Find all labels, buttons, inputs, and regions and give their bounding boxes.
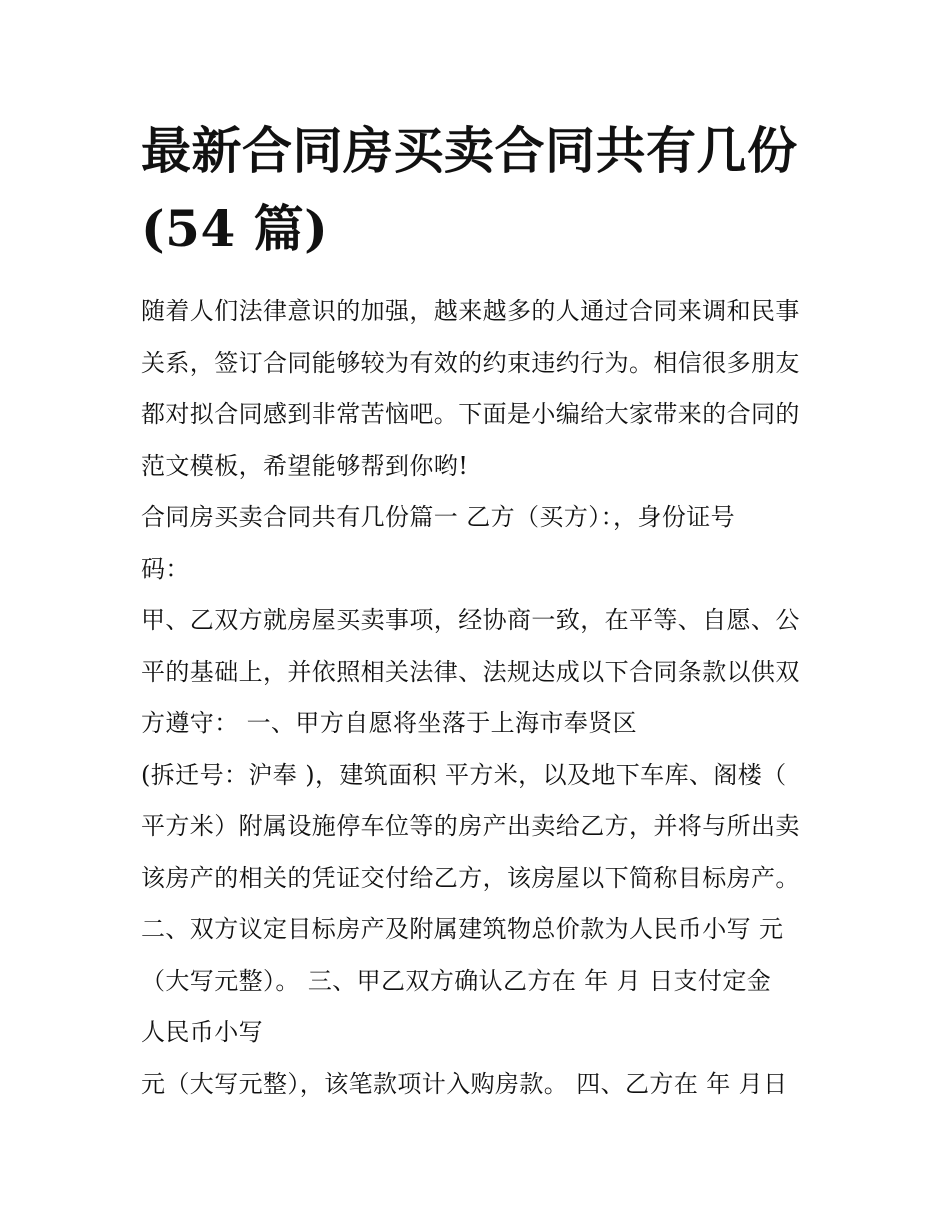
title-line-2: (54 篇) [141,199,329,258]
body-line: 都对拟合同感到非常苦恼吧。下面是小编给大家带来的合同的 [141,400,800,428]
body-line: 随着人们法律意识的加强，越来越多的人通过合同来调和民事 [141,297,800,325]
body-line: 关系，签订合同能够较为有效的约束违约行为。相信很多朋友 [141,348,800,377]
body-line: 方遵守： 一、甲方自愿将坐落于上海市奉贤区 [141,709,638,737]
body-line: (拆迁号：沪奉 )，建筑面积 平方米，以及地下车库、阁楼（ [141,760,787,789]
title-line-1: 最新合同房买卖合同共有几份 [141,121,798,180]
document-title [141,112,821,268]
body-line: 码： [141,554,190,583]
body-line: 平的基础上，并依照相关法律、法规达成以下合同条款以供双 [141,657,800,686]
document-body [141,286,821,1110]
body-line: 甲、乙双方就房屋买卖事项，经协商一致，在平等、自愿、公 [141,606,800,634]
body-line: 二、双方议定目标房产及附属建筑物总价款为人民币小写 元 [141,915,784,943]
body-line: 人民币小写 [141,1018,263,1046]
body-line: 平方米）附属设施停车位等的房产出卖给乙方，并将与所出卖 [141,812,800,840]
body-line: 元（大写元整），该笔款项计入购房款。 四、乙方在 年 月日 [141,1069,788,1098]
body-line: 范文模板，希望能够帮到你哟! [141,451,469,480]
body-line: 该房产的相关的凭证交付给乙方，该房屋以下简称目标房产。 [141,863,800,892]
document-page [141,112,821,1110]
body-line: 合同房买卖合同共有几份篇一 乙方（买方）：，身份证号 [141,503,736,531]
body-line: （大写元整）。 三、甲乙双方确认乙方在 年 月 日支付定金 [141,966,772,995]
